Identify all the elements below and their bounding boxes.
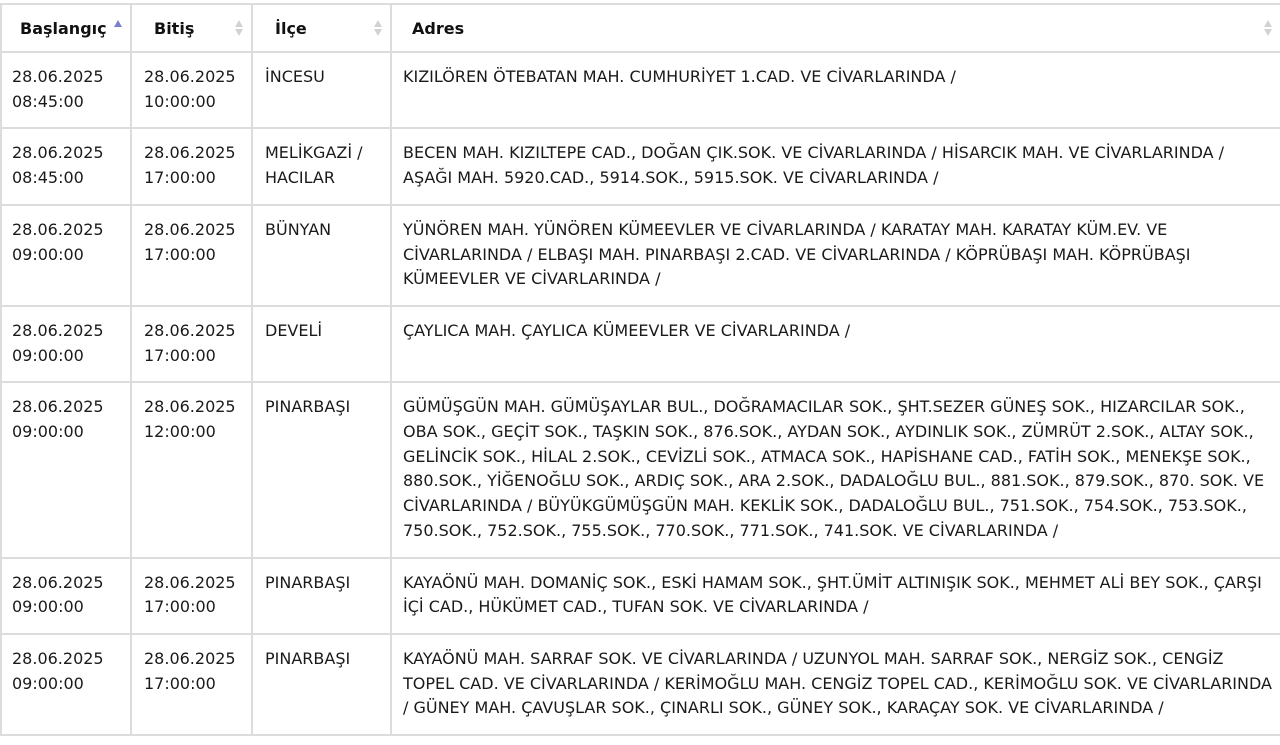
end-date: 28.06.2025	[144, 67, 236, 86]
cell-end	[131, 52, 252, 128]
cell-start	[1, 382, 131, 557]
sort-down-arrow-icon	[1264, 29, 1272, 36]
table-row	[1, 306, 1280, 382]
start-time: 08:45:00	[12, 168, 84, 188]
cell-district: BÜNYAN	[252, 205, 391, 306]
end-time: 17:00:00	[144, 345, 216, 365]
table-row	[1, 558, 1280, 634]
start-date: 28.06.2025	[12, 648, 104, 668]
table-row	[1, 128, 1280, 204]
end-time: 10:00:00	[144, 91, 216, 111]
cell-address: KIZILÖREN ÖTEBATAN MAH. CUMHURİYET 1.CAD. VE CİVARLARINDA /	[391, 52, 1280, 128]
cell-start	[1, 306, 131, 382]
cell-end	[131, 128, 252, 204]
column-header-end-label: Bitiş	[154, 18, 195, 38]
cell-address: BECEN MAH. KIZILTEPE CAD., DOĞAN ÇIK.SOK. VE CİVARLARINDA / HİSARCIK MAH. VE CİVARLARINDA / AŞAĞI MAH. 5920.CAD., 5914.SOK., 5915.SOK. VE CİVARLARINDA /	[391, 128, 1280, 204]
end-time: 17:00:00	[144, 673, 216, 693]
start-date: 28.06.2025	[12, 320, 104, 340]
cell-start	[1, 52, 131, 128]
table-row	[1, 634, 1280, 735]
cell-end	[131, 306, 252, 382]
end-date: 28.06.2025	[144, 219, 236, 239]
cell-start	[1, 634, 131, 735]
end-date: 28.06.2025	[144, 648, 236, 668]
sort-up-arrow-icon	[114, 20, 122, 27]
start-date: 28.06.2025	[12, 397, 104, 417]
cell-address: KAYAÖNÜ MAH. SARRAF SOK. VE CİVARLARINDA / UZUNYOL MAH. SARRAF SOK., NERGİZ SOK., CENGİZ TOPEL CAD. VE CİVARLARINDA / KERİMOĞLU MAH. CENGİZ TOPEL CAD., KERİMOĞLU SOK. VE CİVARLARINDA / GÜNEY MAH. ÇAVUŞLAR SOK., ÇINARLI SOK., GÜNEY SOK., KARAÇAY SOK. VE CİVARLARINDA /	[391, 634, 1280, 735]
start-time: 09:00:00	[12, 597, 84, 617]
column-header-address-label: Adres	[412, 18, 465, 38]
sort-ascending-icon	[113, 17, 122, 39]
table-row	[1, 52, 1280, 128]
cell-district: PINARBAŞI	[252, 558, 391, 634]
start-time: 09:00:00	[12, 673, 84, 693]
column-header-end[interactable]	[131, 4, 252, 52]
column-header-address[interactable]	[391, 4, 1280, 52]
cell-end	[131, 634, 252, 735]
cell-address: GÜMÜŞGÜN MAH. GÜMÜŞAYLAR BUL., DOĞRAMACILAR SOK., ŞHT.SEZER GÜNEŞ SOK., HIZARCILAR SOK., OBA SOK., GEÇİT SOK., TAŞKIN SOK., 876.SOK., AYDAN SOK., AYDINLIK SOK., ZÜMRÜT 2.SOK., ALTAY SOK., GELİNCİK SOK., HİLAL 2.SOK., CEVİZLİ SOK., ATMACA SOK., HAPİSHANE CAD., FATİH SOK., MENEKŞE SOK., 880.SOK., YİĞENOĞLU SOK., ARDIÇ SOK., ARA 2.SOK., DADALOĞLU BUL., 881.SOK., 879.SOK., 870. SOK. VE CİVARLARINDA / BÜYÜKGÜMÜŞGÜN MAH. KEKLİK SOK., DADALOĞLU BUL., 751.SOK., 754.SOK., 753.SOK., 750.SOK., 752.SOK., 755.SOK., 770.SOK., 771.SOK., 741.SOK. VE CİVARLARINDA /	[391, 382, 1280, 557]
cell-district: İNCESU	[252, 52, 391, 128]
sort-both-icon	[1263, 17, 1272, 39]
cell-start	[1, 128, 131, 204]
start-time: 09:00:00	[12, 422, 84, 442]
sort-both-icon	[234, 17, 243, 39]
cell-start	[1, 205, 131, 306]
cell-district: DEVELİ	[252, 306, 391, 382]
column-header-district[interactable]	[252, 4, 391, 52]
cell-district: PINARBAŞI	[252, 634, 391, 735]
cell-end	[131, 558, 252, 634]
column-header-district-label: İlçe	[275, 18, 307, 38]
start-time: 09:00:00	[12, 345, 84, 365]
end-date: 28.06.2025	[144, 320, 236, 340]
cell-district: PINARBAŞI	[252, 382, 391, 557]
header-row	[1, 4, 1280, 52]
sort-up-arrow-icon	[374, 20, 382, 27]
column-header-start[interactable]	[1, 4, 131, 52]
cell-end	[131, 382, 252, 557]
sort-up-arrow-icon	[235, 20, 243, 27]
end-date: 28.06.2025	[144, 143, 236, 163]
start-time: 09:00:00	[12, 244, 84, 264]
end-time: 17:00:00	[144, 244, 216, 264]
cell-district: MELİKGAZİ / HACILAR	[252, 128, 391, 204]
start-date: 28.06.2025	[12, 67, 104, 86]
end-date: 28.06.2025	[144, 572, 236, 592]
cell-address: KAYAÖNÜ MAH. DOMANİÇ SOK., ESKİ HAMAM SOK., ŞHT.ÜMİT ALTINIŞIK SOK., MEHMET ALİ BEY SOK., ÇARŞI İÇİ CAD., HÜKÜMET CAD., TUFAN SOK. VE CİVARLARINDA /	[391, 558, 1280, 634]
table-body	[1, 52, 1280, 735]
outage-table	[0, 3, 1280, 736]
column-header-start-label: Başlangıç	[20, 18, 107, 38]
cell-address: YÜNÖREN MAH. YÜNÖREN KÜMEEVLER VE CİVARLARINDA / KARATAY MAH. KARATAY KÜM.EV. VE CİVARLARINDA / ELBAŞI MAH. PINARBAŞI 2.CAD. VE CİVARLARINDA / KÖPRÜBAŞI MAH. KÖPRÜBAŞI KÜMEEVLER VE CİVARLARINDA /	[391, 205, 1280, 306]
sort-down-arrow-icon	[374, 29, 382, 36]
table-header	[1, 4, 1280, 52]
table-row	[1, 382, 1280, 557]
sort-down-arrow-icon	[235, 29, 243, 36]
end-time: 17:00:00	[144, 168, 216, 188]
start-date: 28.06.2025	[12, 143, 104, 163]
end-time: 12:00:00	[144, 422, 216, 442]
cell-start	[1, 558, 131, 634]
start-date: 28.06.2025	[12, 572, 104, 592]
sort-down-arrow-icon	[114, 29, 122, 36]
end-date: 28.06.2025	[144, 397, 236, 417]
start-date: 28.06.2025	[12, 219, 104, 239]
cell-end	[131, 205, 252, 306]
table-row	[1, 205, 1280, 306]
start-time: 08:45:00	[12, 91, 84, 111]
end-time: 17:00:00	[144, 597, 216, 617]
sort-both-icon	[373, 17, 382, 39]
sort-up-arrow-icon	[1264, 20, 1272, 27]
cell-address: ÇAYLICA MAH. ÇAYLICA KÜMEEVLER VE CİVARLARINDA /	[391, 306, 1280, 382]
